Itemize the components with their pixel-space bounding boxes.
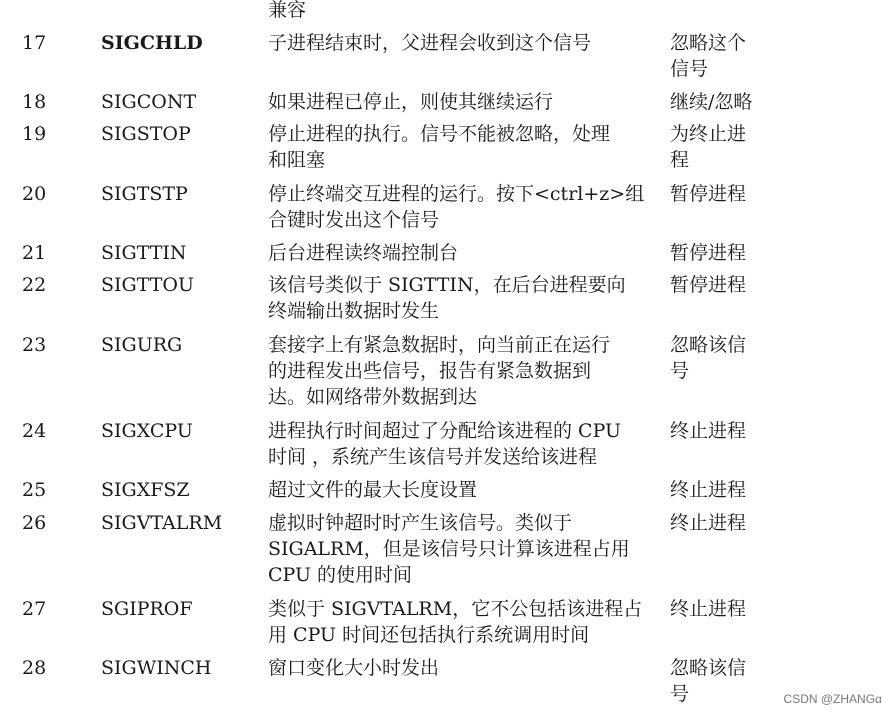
row-desc-line: 终端输出数据时发生 (268, 300, 440, 322)
row-desc-line: 子进程结束时，父进程会收到这个信号 (268, 32, 592, 54)
row-number: 18 (22, 91, 47, 113)
row-signal-name: SIGVTALRM (101, 512, 223, 534)
row-signal-name: SIGURG (101, 334, 183, 356)
row-number: 19 (22, 123, 47, 145)
row-action-line: 终止进程 (670, 512, 747, 534)
csdn-watermark: CSDN @ZHANGα (783, 692, 882, 706)
row-action-line: 忽略该信 (670, 334, 747, 356)
row-signal-name: SIGXFSZ (101, 479, 190, 501)
row-signal-name: SIGTTIN (101, 242, 187, 264)
row-desc-line: 兼容 (268, 0, 307, 21)
row-signal-name: SGIPROF (101, 598, 193, 620)
row-desc-line: 该信号类似于 SIGTTIN，在后台进程要向 (268, 274, 626, 296)
row-number: 20 (22, 183, 47, 205)
row-desc-line: 的进程发出些信号，报告有紧急数据到 (268, 360, 592, 382)
row-desc-line: 和阻塞 (268, 149, 326, 171)
row-desc-line: SIGALRM，但是该信号只计算该进程占用 (268, 538, 630, 560)
row-number: 22 (22, 274, 47, 296)
row-number: 27 (22, 598, 47, 620)
row-desc-line: 停止进程的执行。信号不能被忽略，处理 (268, 123, 611, 145)
row-desc-line: 进程执行时间超过了分配给该进程的 CPU (268, 420, 622, 442)
row-action-line: 号 (670, 683, 690, 705)
row-desc-line: 后台进程读终端控制台 (268, 242, 459, 264)
row-action-line: 信号 (670, 58, 709, 80)
row-desc-line: 如果进程已停止，则使其继续运行 (268, 91, 554, 113)
row-action-line: 号 (670, 360, 690, 382)
row-signal-name: SIGXCPU (101, 420, 193, 442)
row-signal-name: SIGWINCH (101, 657, 212, 679)
row-action-line: 程 (670, 149, 690, 171)
row-desc-line: 停止终端交互进程的运行。按下<ctrl+z>组 (268, 183, 645, 205)
row-action-line: 为终止进 (670, 123, 747, 145)
row-signal-name: SIGSTOP (101, 123, 191, 145)
row-action-line: 暂停进程 (670, 242, 747, 264)
row-desc-line: 类似于 SIGVTALRM，它不公包括该进程占 (268, 598, 643, 620)
row-desc-line: 合键时发出这个信号 (268, 209, 440, 231)
row-desc-line: 窗口变化大小时发出 (268, 657, 440, 679)
row-action-line: 终止进程 (670, 420, 747, 442)
row-number: 17 (22, 32, 47, 54)
row-signal-name: SIGCONT (101, 91, 197, 113)
row-action-line: 暂停进程 (670, 274, 747, 296)
row-desc-line: 时间 ，系统产生该信号并发送给该进程 (268, 446, 598, 468)
row-number: 24 (22, 420, 47, 442)
row-number: 25 (22, 479, 47, 501)
row-action-line: 暂停进程 (670, 183, 747, 205)
row-desc-line: 套接字上有紧急数据时，向当前正在运行 (268, 334, 611, 356)
row-action-line: 继续/忽略 (670, 91, 753, 113)
row-desc-line: CPU 的使用时间 (268, 564, 413, 586)
row-number: 23 (22, 334, 47, 356)
row-desc-line: 超过文件的最大长度设置 (268, 479, 478, 501)
row-action-line: 忽略这个 (670, 32, 747, 54)
row-signal-name: SIGTSTP (101, 183, 188, 205)
row-number: 28 (22, 657, 47, 679)
row-number: 21 (22, 242, 47, 264)
row-action-line: 终止进程 (670, 479, 747, 501)
row-desc-line: 达。如网络带外数据到达 (268, 386, 478, 408)
row-signal-name: SIGCHLD (101, 32, 203, 54)
row-desc-line: 用 CPU 时间还包括执行系统调用时间 (268, 624, 590, 646)
row-signal-name: SIGTTOU (101, 274, 194, 296)
row-action-line: 忽略该信 (670, 657, 747, 679)
row-desc-line: 虚拟时钟超时时产生该信号。类似于 (268, 512, 573, 534)
row-number: 26 (22, 512, 47, 534)
row-action-line: 终止进程 (670, 598, 747, 620)
